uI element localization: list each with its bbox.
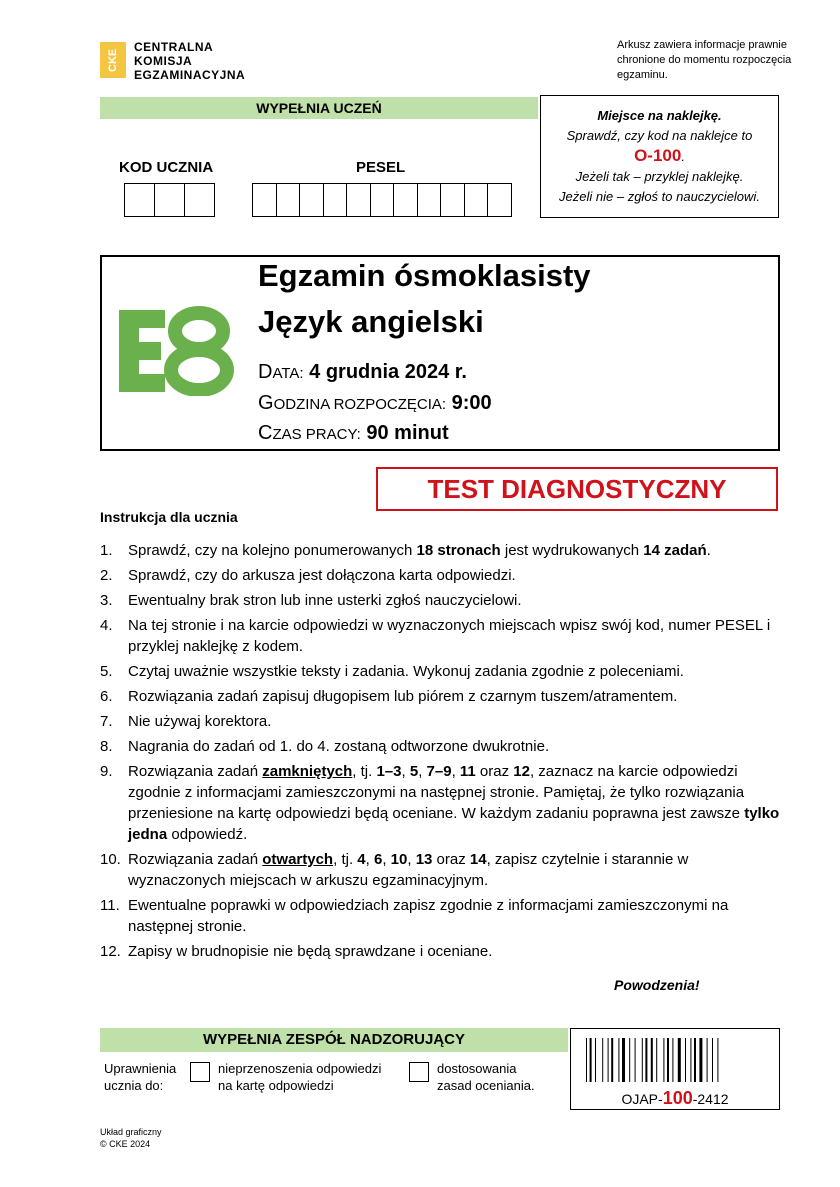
sheet-code-number: 100 <box>662 1088 693 1108</box>
instruction-text: Nagrania do zadań od 1. do 4. zostaną odtworzone dwukrotnie. <box>128 738 550 755</box>
sticker-area <box>540 95 779 218</box>
logo-line-3: EGZAMINACYJNA <box>134 68 246 82</box>
pesel-box[interactable] <box>487 183 512 217</box>
barcode-bar <box>694 1038 696 1082</box>
instruction-text: Rozwiązania zadań zamkniętych, tj. 1–3, 5, 7–9, 11 oraz 12, zaznacz na karcie odpowiedzi zgodnie z informacjami zamieszczonymi na następnej stronie. Pamiętaj, że tylko rozwiązania przeniesione na kartę odpowiedzi będą oceniane. W każdym zadaniu poprawna jest zawsze tylko jedna odpowiedź. <box>128 763 780 843</box>
pesel-box[interactable] <box>393 183 418 217</box>
sticker-line-5: Jeżeli nie – zgłoś to nauczycielowi. <box>559 189 760 204</box>
instruction-item <box>100 895 780 937</box>
instruction-text: Rozwiązania zadań zapisuj długopisem lub piórem z czarnym tuszem/atramentem. <box>128 688 678 705</box>
pesel-box[interactable] <box>252 183 277 217</box>
exam-time <box>258 392 492 415</box>
instruction-number: 1. <box>100 542 113 559</box>
barcode-bar <box>699 1038 702 1082</box>
barcode-bar <box>667 1038 669 1082</box>
instruction-number: 11. <box>100 897 120 914</box>
instructions-list <box>100 540 780 966</box>
exam-date <box>258 361 467 384</box>
instruction-number: 12. <box>100 943 121 960</box>
sticker-code: O-100 <box>634 146 682 165</box>
good-luck: Powodzenia! <box>614 977 700 993</box>
barcode-bar <box>707 1038 708 1082</box>
opt2-line-2: zasad oceniania. <box>437 1078 535 1093</box>
team-band: WYPEŁNIA ZESPÓŁ NADZORUJĄCY <box>100 1028 568 1052</box>
instruction-item <box>100 941 780 962</box>
barcode-bar <box>622 1038 625 1082</box>
logo-line-1: CENTRALNA <box>134 40 214 54</box>
barcode-bar <box>635 1038 636 1082</box>
instruction-number: 8. <box>100 738 113 755</box>
instruction-text: Ewentualny brak stron lub inne usterki zgłoś nauczycielowi. <box>128 592 522 609</box>
instruction-number: 9. <box>100 763 113 780</box>
student-band: WYPEŁNIA UCZEŃ <box>100 97 538 119</box>
instruction-text: Rozwiązania zadań otwartych, tj. 4, 6, 10, 13 oraz 14, zapisz czytelnie i starannie w wyznaczonych miejscach w arkuszu egzaminacyjnym. <box>128 851 689 889</box>
adjusted-grading-label <box>437 1060 535 1094</box>
pesel-box[interactable] <box>323 183 348 217</box>
barcode-bar <box>678 1038 681 1082</box>
instruction-text: Na tej stronie i na karcie odpowiedzi w wyznaczonych miejscach wpisz swój kod, numer PESEL i przyklej naklejkę z kodem. <box>128 617 771 655</box>
barcode-bar <box>602 1038 603 1082</box>
barcode-bar <box>672 1038 673 1082</box>
barcode-bar <box>595 1038 596 1082</box>
barcode-bar <box>685 1038 686 1082</box>
footer-line-2: © CKE 2024 <box>100 1139 151 1149</box>
sticker-code-suffix: . <box>681 149 685 164</box>
barcode-bar <box>629 1038 630 1082</box>
duration-value: 90 minut <box>366 422 449 444</box>
barcode-bar <box>717 1038 718 1082</box>
barcode-bar <box>642 1038 643 1082</box>
opt1-line-1: nieprzenoszenia odpowiedzi <box>218 1061 382 1076</box>
date-key-rest: ATA: <box>272 365 304 382</box>
kod-box[interactable] <box>154 183 185 217</box>
instruction-item <box>100 761 780 845</box>
footer-line-1: Układ graficzny <box>100 1127 162 1137</box>
kod-ucznia-field[interactable] <box>124 183 214 217</box>
barcode-bar <box>586 1038 587 1082</box>
pesel-box[interactable] <box>464 183 489 217</box>
instruction-text: Sprawdź, czy na kolejno ponumerowanych 18 stronach jest wydrukowanych 14 zadań. <box>128 542 711 559</box>
instruction-item <box>100 711 780 732</box>
instruction-text: Nie używaj korektora. <box>128 713 272 730</box>
instruction-item <box>100 661 780 682</box>
date-key-first: D <box>258 361 273 383</box>
confidentiality-notice: Arkusz zawiera informacje prawnie chronione do momentu rozpoczęcia egzaminu. <box>617 39 792 81</box>
pesel-box[interactable] <box>370 183 395 217</box>
pesel-box[interactable] <box>299 183 324 217</box>
adjusted-grading-checkbox[interactable] <box>409 1062 429 1082</box>
time-key-first: G <box>258 392 274 414</box>
barcode-bar <box>611 1038 613 1082</box>
instruction-item <box>100 849 780 891</box>
rights-line-2: ucznia do: <box>104 1078 164 1093</box>
sheet-code-suffix: -2412 <box>692 1091 729 1107</box>
e8-logo <box>115 306 235 396</box>
no-transfer-label <box>218 1060 381 1094</box>
instruction-number: 4. <box>100 617 113 634</box>
pesel-label: PESEL <box>356 159 406 176</box>
opt1-line-2: na kartę odpowiedzi <box>218 1078 334 1093</box>
barcode-bar <box>645 1038 647 1082</box>
instruction-number: 5. <box>100 663 113 680</box>
sticker-line-4: Jeżeli tak – przyklej naklejkę. <box>575 169 744 184</box>
instruction-number: 10. <box>100 851 121 868</box>
instruction-number: 3. <box>100 592 113 609</box>
instruction-text: Sprawdź, czy do arkusza jest dołączona karta odpowiedzi. <box>128 567 516 584</box>
duration-key-rest: ZAS PRACY: <box>272 426 361 443</box>
pesel-box[interactable] <box>440 183 465 217</box>
duration-key-first: C <box>258 422 273 444</box>
kod-ucznia-label: KOD UCZNIA <box>119 159 214 176</box>
barcode-bar <box>663 1038 664 1082</box>
exam-title: Egzamin ósmoklasisty <box>258 258 591 293</box>
no-transfer-checkbox[interactable] <box>190 1062 210 1082</box>
pesel-box[interactable] <box>417 183 442 217</box>
barcode-bar <box>690 1038 691 1082</box>
diagnostic-test-stamp: TEST DIAGNOSTYCZNY <box>376 467 778 511</box>
sticker-line-1: Miejsce na naklejkę. <box>597 108 722 123</box>
barcode-bar <box>651 1038 653 1082</box>
kod-box[interactable] <box>184 183 215 217</box>
pesel-box[interactable] <box>276 183 301 217</box>
time-value: 9:00 <box>451 392 492 414</box>
instruction-item <box>100 615 780 657</box>
pesel-box[interactable] <box>346 183 371 217</box>
kod-box[interactable] <box>124 183 155 217</box>
pesel-field[interactable] <box>252 183 511 217</box>
instruction-item <box>100 540 780 561</box>
opt2-line-1: dostosowania <box>437 1061 517 1076</box>
instruction-number: 2. <box>100 567 113 584</box>
barcode-bar <box>712 1038 713 1082</box>
sheet-code-prefix: OJAP- <box>621 1091 663 1107</box>
barcode-image <box>586 1038 764 1082</box>
rights-line-1: Uprawnienia <box>104 1061 177 1076</box>
time-key-rest: ODZINA ROZPOCZĘCIA: <box>273 396 447 413</box>
instruction-item <box>100 686 780 707</box>
barcode-bar <box>656 1038 657 1082</box>
sticker-line-2: Sprawdź, czy kod na naklejce to <box>566 128 753 143</box>
cke-logo-text <box>134 40 245 82</box>
barcode-bar <box>590 1038 592 1082</box>
footer <box>100 1126 162 1150</box>
instruction-item <box>100 590 780 611</box>
cke-logo-mark: CKE <box>100 42 126 78</box>
exam-subject: Język angielski <box>258 304 484 339</box>
instruction-item <box>100 565 780 586</box>
instruction-number: 6. <box>100 688 113 705</box>
instruction-text: Czytaj uważnie wszystkie teksty i zadania. Wykonuj zadania zgodnie z poleceniami. <box>128 663 684 680</box>
rights-label <box>104 1060 176 1094</box>
instruction-text: Zapisy w brudnopisie nie będą sprawdzane i oceniane. <box>128 943 493 960</box>
logo-line-2: KOMISJA <box>134 54 193 68</box>
barcode-bar <box>608 1038 609 1082</box>
instruction-text: Ewentualne poprawki w odpowiedziach zapisz zgodnie z informacjami zamieszczonymi na następnej stronie. <box>128 897 729 935</box>
instructions-title: Instrukcja dla ucznia <box>100 509 238 525</box>
exam-duration <box>258 422 449 445</box>
instruction-number: 7. <box>100 713 113 730</box>
date-value: 4 grudnia 2024 r. <box>309 361 467 383</box>
barcode-bar <box>618 1038 619 1082</box>
sheet-code <box>570 1088 780 1109</box>
instruction-item <box>100 736 780 757</box>
